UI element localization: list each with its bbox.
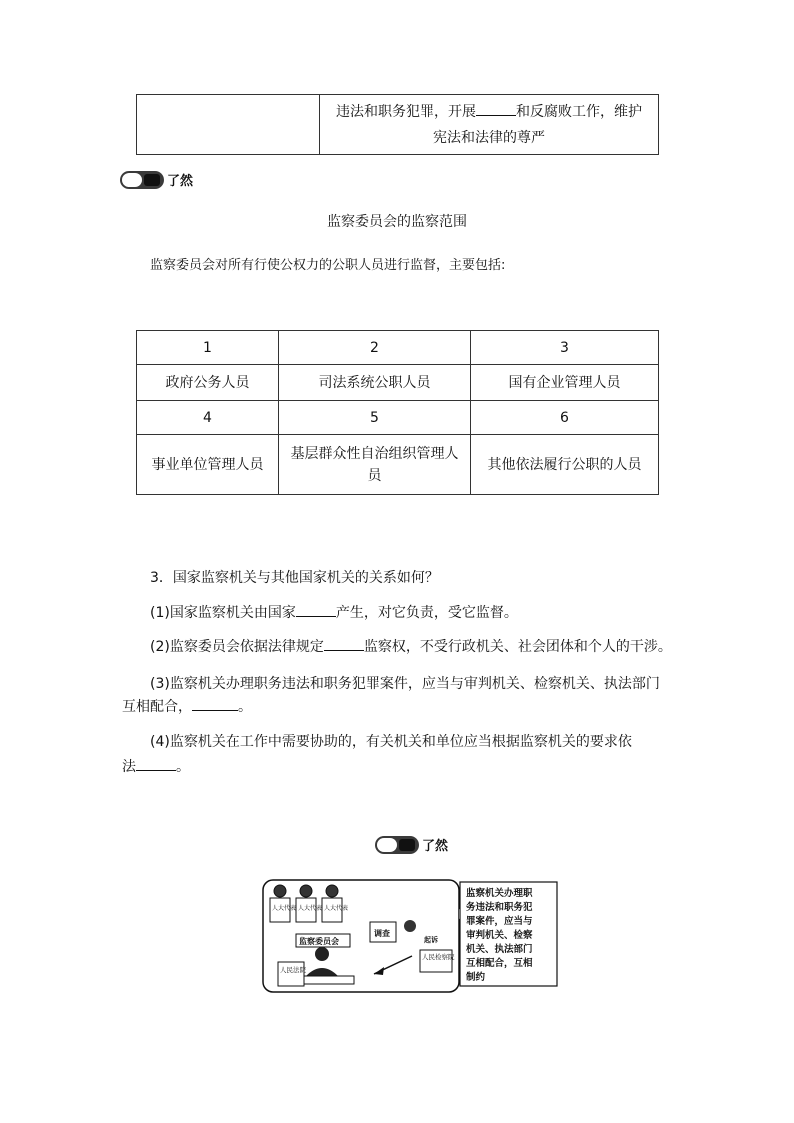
scope-number: 5 (279, 401, 471, 435)
top-table-line1: 违法和职务犯罪，开展 (336, 103, 476, 120)
committee-label: 监察委员会 (299, 937, 339, 946)
blank-field[interactable] (476, 101, 516, 116)
blank-field[interactable] (296, 602, 336, 617)
scope-number: 4 (137, 401, 279, 435)
item4-text-c: 。 (176, 759, 190, 775)
badge-yimu-liaoran-2 (375, 835, 448, 854)
blank-field[interactable] (136, 756, 176, 771)
question-item-3-line1: (3)监察机关办理职务违法和职务犯罪案件，应当与审判机关、检察机关、执法部门 (150, 676, 660, 692)
badge-text: 了然 (167, 174, 194, 189)
procuratorate-label: 人民检察院 (422, 953, 455, 961)
prosecute-label: 起诉 (424, 936, 438, 944)
npc-representatives (270, 885, 348, 922)
question-item-4-line1: (4)监察机关在工作中需要协助的，有关机关和单位应当根据监察机关的要求依 (150, 734, 632, 750)
item3-text-c: 。 (238, 699, 252, 715)
note-line: 务违法和职务犯 (466, 902, 533, 913)
top-table-line1-end: 和反腐败工作，维护 (516, 103, 642, 120)
note-line: 罪案件，应当与 (466, 916, 533, 927)
question-item-3-line2 (122, 696, 252, 717)
rep-label: 人大代表 (272, 905, 297, 912)
scope-label: 事业单位管理人员 (137, 435, 279, 495)
top-table-line2: 宪法和法律的尊严 (433, 129, 545, 146)
scope-label: 其他依法履行公职的人员 (471, 435, 659, 495)
note-line: 互相配合，互相 (466, 958, 533, 969)
note-line: 制约 (466, 972, 486, 983)
scope-number: 6 (471, 401, 659, 435)
question-title: 3．国家监察机关与其他国家机关的关系如何？ (150, 570, 439, 586)
badge-icon (120, 171, 164, 189)
prosecutor-figure (404, 920, 416, 932)
item1-text-b: 产生，对它负责，受它监督。 (335, 605, 518, 621)
judge-figure (315, 947, 329, 961)
court-label: 人民法院 (280, 966, 306, 974)
top-table-right-cell (320, 95, 659, 155)
item1-text-a: (1)国家监察机关由国家 (150, 605, 296, 621)
scope-number: 1 (137, 331, 279, 365)
top-table (136, 94, 659, 155)
rep-label: 人大代表 (324, 905, 349, 912)
question-item-1 (150, 602, 518, 623)
intro-text: 监察委员会对所有行使公权力的公职人员进行监督，主要包括: (150, 258, 506, 273)
note-line: 监察机关办理职 (466, 888, 533, 899)
badge-icon (375, 836, 419, 854)
top-table-left-cell (137, 95, 320, 155)
scope-table (136, 330, 659, 495)
rep-label: 人大代表 (298, 905, 323, 912)
supervision-illustration (262, 878, 558, 994)
scope-label: 国有企业管理人员 (471, 365, 659, 401)
scope-number: 2 (279, 331, 471, 365)
note-line: 审判机关、检察 (466, 930, 533, 941)
item4-text-b: 法 (122, 759, 136, 775)
section-title: 监察委员会的监察范围 (327, 214, 467, 230)
note-text (466, 887, 533, 983)
judge-bench (304, 976, 354, 984)
investigate-label: 调查 (374, 929, 390, 938)
item3-text-b: 互相配合， (122, 699, 192, 715)
item2-text-b: 监察权，不受行政机关、社会团体和个人的干涉。 (363, 639, 672, 655)
item2-text-a: (2)监察委员会依据法律规定 (150, 639, 324, 655)
question-item-4-line2 (122, 756, 190, 777)
badge-yimu-liaoran (120, 170, 193, 189)
blank-field[interactable] (192, 696, 238, 711)
badge-text: 了然 (422, 839, 449, 854)
question-item-2 (150, 636, 690, 657)
blank-field[interactable] (324, 636, 364, 651)
scope-number: 3 (471, 331, 659, 365)
scope-label: 政府公务人员 (137, 365, 279, 401)
scope-label: 基层群众性自治组织管理人员 (279, 435, 471, 495)
note-line: 机关、执法部门 (466, 944, 533, 955)
scope-label: 司法系统公职人员 (279, 365, 471, 401)
